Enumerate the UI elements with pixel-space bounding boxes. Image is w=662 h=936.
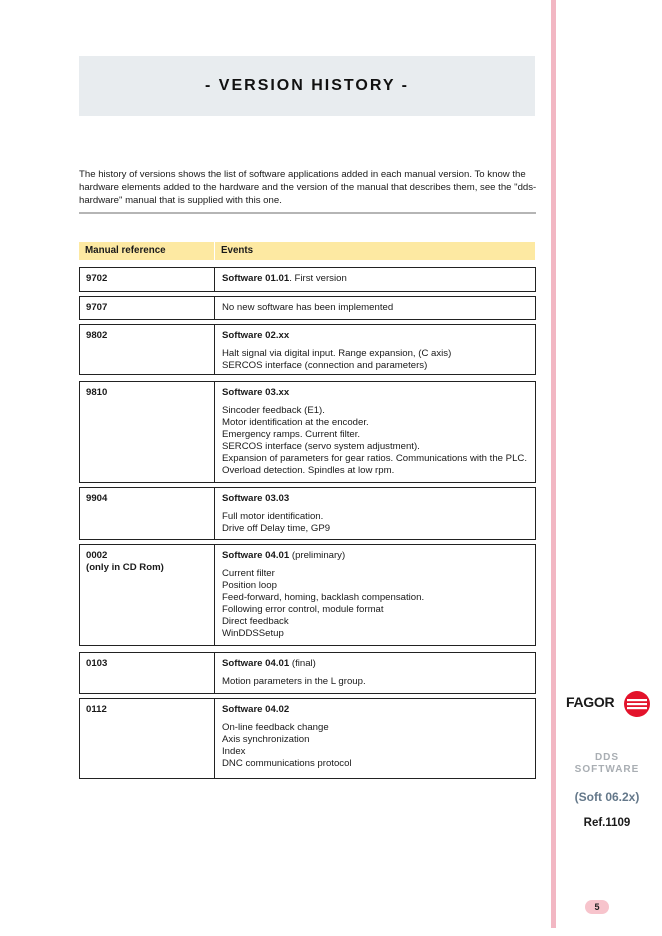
event-line: Axis synchronization [222, 734, 310, 745]
sidebar-accent-bar [551, 0, 556, 928]
event-line: Position loop [222, 580, 277, 591]
manual-reference-cell [80, 297, 215, 319]
manual-reference-value: 0002 [86, 550, 108, 561]
event-line: Feed-forward, homing, backlash compensation. [222, 592, 425, 603]
event-heading-text: (final) [289, 658, 316, 669]
manual-reference-code: Ref.1109 [583, 817, 631, 829]
manual-reference-cell [80, 545, 215, 645]
event-line: DNC communications protocol [222, 758, 352, 769]
events-cell [216, 297, 535, 319]
event-line: Motion parameters in the L group. [222, 676, 366, 687]
event-line: SERCOS interface (servo system adjustment). [222, 441, 420, 452]
manual-reference-cell [80, 699, 215, 778]
event-heading [222, 273, 529, 285]
event-line: Index [222, 746, 246, 757]
table-row [79, 296, 536, 320]
event-heading [222, 493, 529, 505]
event-line: Current filter [222, 568, 275, 579]
software-version-label: Software 04.01 [222, 550, 290, 561]
intro-paragraph: The history of versions shows the list of software applications added in each manual version. To know the hardware elements added to the hardware and the version of the manual that describes them, see the "dds-hardware" manual that is supplied with this one. [79, 169, 537, 207]
manual-reference-cell [80, 325, 215, 374]
page-number: 5 [585, 900, 609, 914]
events-cell [216, 268, 535, 290]
event-heading-text: (preliminary) [289, 550, 346, 561]
table-row [79, 324, 536, 375]
software-version-label: Software 04.02 [222, 704, 290, 715]
manual-reference-value: 9810 [86, 387, 108, 398]
event-line: Direct feedback [222, 616, 289, 627]
title-band [79, 56, 535, 116]
column-separator [214, 242, 215, 260]
table-row [79, 652, 536, 694]
events-cell [216, 325, 535, 377]
event-line: Overload detection. Spindles at low rpm. [222, 465, 395, 476]
manual-reference-note: (only in CD Rom) [86, 562, 164, 573]
manual-reference-value: 0103 [86, 658, 108, 669]
events-cell [216, 545, 535, 645]
event-line: Halt signal via digital input. Range expansion, (C axis) [222, 348, 452, 359]
manual-reference-value: 9802 [86, 330, 108, 341]
event-heading [222, 704, 529, 716]
manual-reference-value: 9707 [86, 302, 108, 313]
events-cell [216, 699, 535, 775]
events-cell [216, 382, 535, 482]
events-cell [216, 653, 535, 693]
event-heading-text: . First version [289, 273, 347, 284]
software-version-label: Software 03.xx [222, 387, 290, 398]
manual-reference-cell [80, 653, 215, 693]
logo-text: FAGOR [566, 694, 615, 710]
table-row [79, 487, 536, 540]
table-row [79, 698, 536, 779]
manual-reference-cell [80, 488, 215, 539]
event-line: WinDDSSetup [222, 628, 284, 639]
event-line: Following error control, module format [222, 604, 384, 615]
event-line: Expansion of parameters for gear ratios. Communications with the PLC. [222, 453, 528, 464]
page-title: - VERSION HISTORY - [205, 77, 409, 94]
software-version-label: Software 04.01 [222, 658, 290, 669]
manual-reference-value: 9702 [86, 273, 108, 284]
event-heading [222, 658, 529, 670]
event-heading-text: No new software has been implemented [222, 302, 394, 313]
software-version-label: Software 03.03 [222, 493, 290, 504]
product-name [560, 752, 654, 776]
software-version-label: Software 01.01 [222, 273, 290, 284]
event-line: Sincoder feedback (E1). [222, 405, 325, 416]
table-row [79, 267, 536, 292]
software-version: (Soft 06.2x) [574, 790, 640, 804]
manual-reference-value: 9904 [86, 493, 108, 504]
events-cell [216, 488, 535, 540]
column-header-events: Events [221, 245, 254, 256]
product-line-1: DDS [594, 752, 620, 763]
event-line: Emergency ramps. Current filter. [222, 429, 361, 440]
table-header [79, 242, 535, 260]
event-line: Motor identification at the encoder. [222, 417, 369, 428]
column-header-manual-reference: Manual reference [85, 245, 166, 256]
event-line: SERCOS interface (connection and parameters) [222, 360, 428, 371]
event-heading [222, 387, 529, 399]
section-divider [79, 212, 536, 214]
event-heading [222, 302, 529, 314]
software-version-label: Software 02.xx [222, 330, 290, 341]
manual-reference-cell [80, 382, 215, 482]
event-line: Drive off Delay time, GP9 [222, 523, 331, 534]
event-heading [222, 550, 529, 562]
table-row [79, 381, 536, 483]
product-line-2: SOFTWARE [574, 764, 640, 775]
fagor-emblem-icon [622, 690, 652, 718]
table-row [79, 544, 536, 646]
manual-reference-cell [80, 268, 215, 291]
event-heading [222, 330, 529, 342]
event-line: On-line feedback change [222, 722, 329, 733]
fagor-logo [566, 690, 652, 718]
event-line: Full motor identification. [222, 511, 324, 522]
manual-reference-value: 0112 [86, 704, 107, 715]
